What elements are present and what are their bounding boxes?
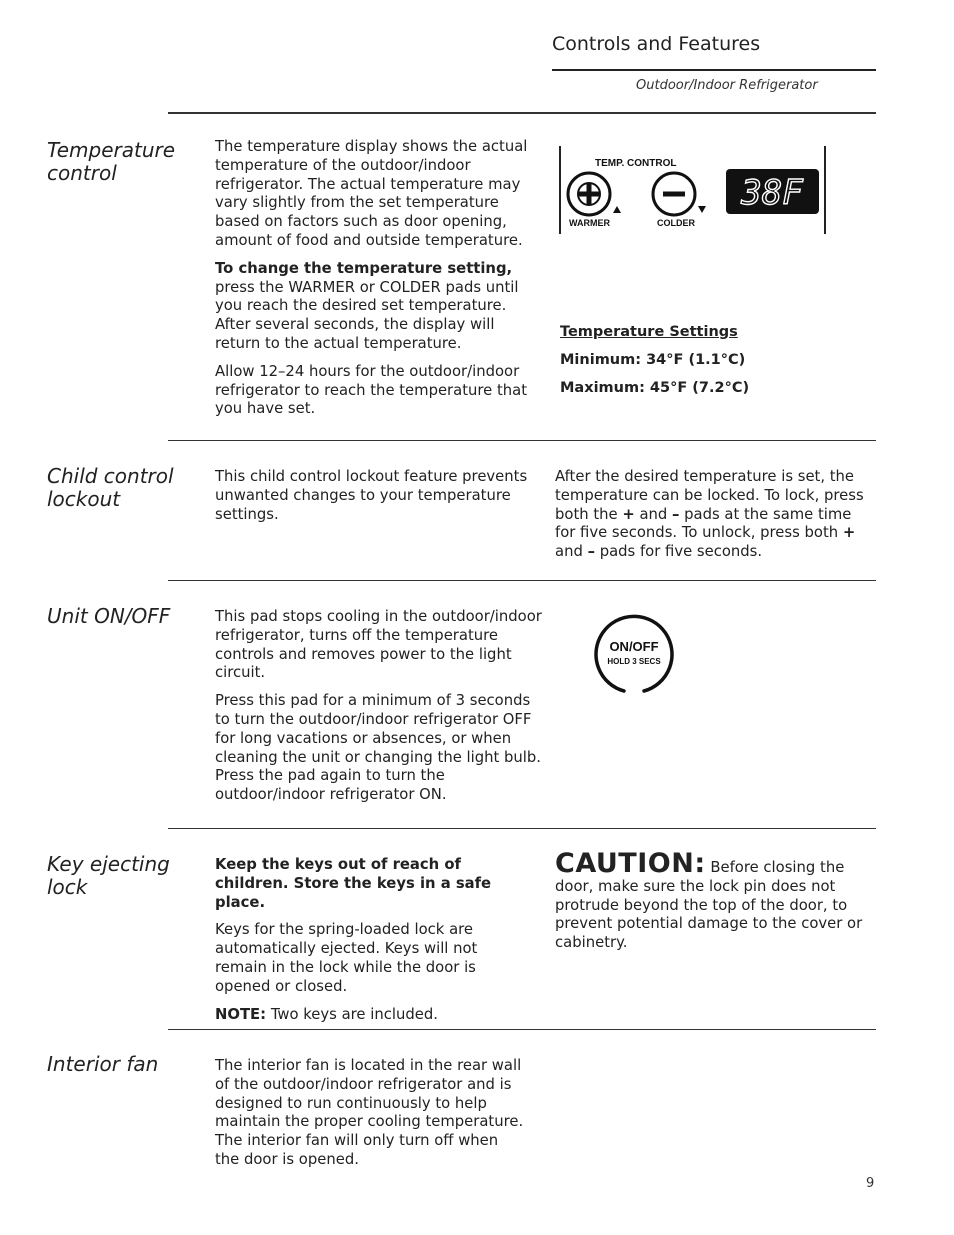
triangle-up-icon	[613, 206, 621, 213]
page-title: Controls and Features	[552, 33, 761, 55]
page-number: 9	[866, 1176, 875, 1191]
temperature-control-text	[215, 138, 533, 428]
child-lockout-left-text: This child control lockout feature prevents unwanted changes to your temperature settings.	[215, 468, 528, 523]
colder-label: COLDER	[657, 218, 695, 228]
onoff-label: ON/OFF	[609, 639, 659, 654]
interior-fan-text: The interior fan is located in the rear wall of the outdoor/indoor refrigerator and is designed to run continuously to help maintain the proper cooling temperature. The interior fan will only turn off when the door is opened.	[215, 1057, 524, 1168]
key-note: NOTE: Two keys are included.	[215, 1005, 438, 1023]
temperature-control-heading: Temperature control	[47, 138, 176, 185]
interior-fan-heading: Interior fan	[47, 1052, 159, 1076]
unit-paragraph-2: Press this pad for a minimum of 3 seconds to turn the outdoor/indoor refrigerator OFF for long vacations or absences, or when cleaning the unit or changing the light bulb. Press the pad again to turn the outdoor/indoor refrigerator ON.	[215, 692, 541, 804]
key-lock-text	[215, 856, 520, 1033]
panel-label: TEMP. CONTROL	[595, 158, 677, 169]
section-divider	[168, 828, 876, 829]
settings-maximum: Maximum: 45°F (7.2°C)	[560, 380, 750, 396]
colder-button[interactable]	[653, 173, 706, 215]
section-divider	[168, 112, 876, 114]
onoff-button[interactable]	[592, 612, 676, 696]
temp-paragraph-3: Allow 12–24 hours for the outdoor/indoor refrigerator to reach the temperature that you have set.	[215, 362, 528, 418]
key-warning: Keep the keys out of reach of children. Store the keys in a safe place.	[215, 856, 492, 911]
settings-title: Temperature Settings	[560, 324, 738, 340]
warmer-button[interactable]	[568, 173, 621, 215]
temp-paragraph-2: To change the temperature setting, press the WARMER or COLDER pads until you reach the desired set temperature. After several seconds, the display will return to the actual temperature.	[215, 259, 519, 352]
hold-label: HOLD 3 SECS	[607, 657, 661, 666]
key-paragraph-1: Keys for the spring-loaded lock are automatically ejected. Keys will not remain in the lock while the door is opened or closed.	[215, 921, 478, 995]
triangle-down-icon	[698, 206, 706, 213]
caution-text: CAUTION: Before closing the door, make sure the lock pin does not protrude beyond the top of the door, to prevent potential damage to the cover or cabinetry.	[555, 848, 863, 952]
temperature-control-panel	[557, 144, 828, 236]
child-lockout-heading: Child control lockout	[47, 464, 174, 511]
section-divider	[168, 440, 876, 441]
page-subtitle: Outdoor/Indoor Refrigerator	[636, 78, 818, 93]
unit-paragraph-1: This pad stops cooling in the outdoor/indoor refrigerator, turns off the temperature controls and removes power to the light circuit.	[215, 608, 542, 682]
header-rule	[552, 69, 876, 71]
settings-minimum: Minimum: 34°F (1.1°C)	[560, 352, 746, 368]
section-divider	[168, 580, 876, 581]
temperature-settings	[560, 318, 749, 402]
unit-onoff-text	[215, 608, 545, 814]
key-lock-heading: Key ejecting lock	[47, 852, 170, 899]
section-divider	[168, 1029, 876, 1030]
unit-onoff-heading: Unit ON/OFF	[47, 604, 171, 628]
temp-paragraph-1: The temperature display shows the actual temperature of the outdoor/indoor refrigerator. The actual temperature may vary slightly from the set temperature based on factors such as door opening, amount of food and outside temperature.	[215, 138, 528, 249]
child-lockout-right-text: After the desired temperature is set, the temperature can be locked. To lock, press both the + and – pads at the same time for five seconds. To unlock, press both + and – pads for five seconds.	[555, 468, 864, 561]
warmer-label: WARMER	[569, 218, 610, 228]
display-readout: 38F	[741, 173, 803, 213]
caution-label: CAUTION:	[555, 848, 706, 879]
